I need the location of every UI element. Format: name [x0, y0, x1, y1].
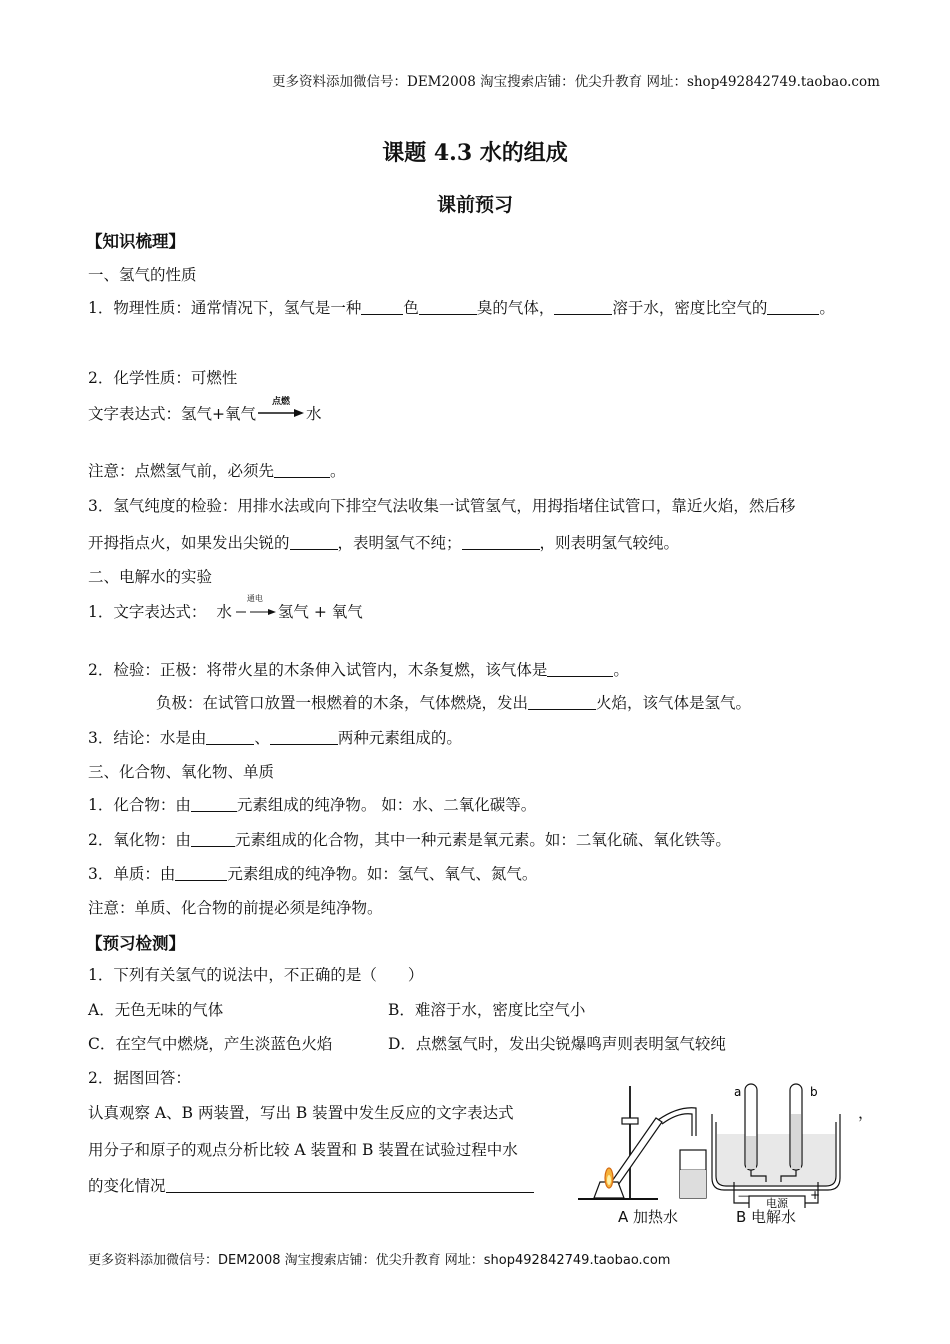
- electrolysis-arrow: 通电: [232, 602, 278, 618]
- purity-test-line2: 开拇指点火，如果发出尖锐的 ，表明氢气不纯； ，则表明氢气较纯。: [88, 534, 680, 552]
- blank: [528, 694, 596, 711]
- note-ignite: 注意：点燃氢气前，必须先 。: [88, 462, 346, 480]
- element-def: 3．单质：由 元素组成的纯净物。如：氢气、氧气、氮气。: [88, 865, 538, 883]
- blank: [554, 299, 612, 316]
- option-a: A．无色无味的气体: [88, 1001, 224, 1019]
- knowledge-heading: 【知识梳理】: [86, 232, 185, 251]
- blank: [361, 299, 403, 316]
- question-2-line2: 用分子和原子的观点分析比较 A 装置和 B 装置在试验过程中水: [88, 1141, 518, 1159]
- figure-label-a: A 加热水: [618, 1208, 679, 1226]
- check-positive: 2．检验：正极：将带火星的木条伸入试管内，木条复燃，该气体是 。: [88, 661, 629, 679]
- part3-title: 三、化合物、氧化物、单质: [88, 763, 275, 781]
- question-2-line1: 认真观察 A、B 两装置，写出 B 装置中发生反应的文字表达式: [88, 1104, 514, 1122]
- experiment-figure: [574, 1078, 864, 1208]
- preview-heading: 【预习检测】: [86, 934, 185, 953]
- blank: [419, 299, 477, 316]
- question-2: 2．据图回答：: [88, 1069, 191, 1087]
- figure-label-b: B 电解水: [736, 1208, 797, 1226]
- blank: [547, 661, 613, 678]
- physical-properties: 1．物理性质：通常情况下，氢气是一种 色 臭的气体， 溶于水，密度比空气的 。: [88, 299, 835, 317]
- electrolysis-expression: 1．文字表达式： 水 通电 氢气 + 氧气: [88, 594, 363, 621]
- blank: [290, 534, 338, 551]
- blank: [767, 299, 819, 316]
- page-header: 更多资料添加微信号：DEM2008 淘宝搜索店铺：优尖升教育 网址：shop492842749.taobao.com: [272, 74, 880, 90]
- blank: [191, 831, 235, 848]
- question-1: 1．下列有关氢气的说法中，不正确的是（ ）: [88, 966, 424, 984]
- blank: [175, 865, 227, 882]
- chemical-properties: 2．化学性质：可燃性: [88, 369, 238, 387]
- blank: [274, 462, 330, 479]
- minus-sign: —: [738, 1189, 749, 1202]
- tube-a-label: a: [734, 1085, 742, 1099]
- option-d: D．点燃氢气时，发出尖锐爆鸣声则表明氢气较纯: [388, 1035, 726, 1053]
- reaction-arrow: 点燃: [258, 404, 304, 420]
- page-footer: 更多资料添加微信号：DEM2008 淘宝搜索店铺：优尖升教育 网址：shop492842749.taobao.com: [88, 1253, 671, 1268]
- apparatus-a-heating: [578, 1086, 706, 1199]
- check-negative: 负极：在试管口放置一根燃着的木条，气体燃烧，发出 火焰，该气体是氢气。: [156, 694, 752, 712]
- option-c: C．在空气中燃烧，产生淡蓝色火焰: [88, 1035, 333, 1053]
- purity-test-line1: 3．氢气纯度的检验：用排水法或向下排空气法收集一试管氢气，用拇指堵住试管口，靠近火焰，然后移: [88, 497, 796, 515]
- blank: [462, 534, 540, 551]
- blank: [191, 796, 237, 813]
- blank: [206, 729, 254, 746]
- conclusion: 3．结论：水是由 、 两种元素组成的。: [88, 729, 462, 747]
- part1-title: 一、氢气的性质: [88, 266, 197, 284]
- plus-sign: +: [810, 1188, 821, 1202]
- option-b: B．难溶于水，密度比空气小: [388, 1001, 586, 1019]
- page-title: 课题 4.3 水的组成: [382, 140, 568, 166]
- hydrogen-combustion-expression: 文字表达式：氢气+氧气 点燃 水: [88, 397, 322, 423]
- question-2-comma: ，: [858, 1104, 874, 1122]
- question-2-line3: 的变化情况: [88, 1174, 534, 1196]
- power-label: 电源: [766, 1197, 788, 1208]
- oxide-def: 2．氧化物：由 元素组成的化合物，其中一种元素是氧元素。如：二氧化硫、氧化铁等。: [88, 831, 731, 849]
- page-subtitle: 课前预习: [436, 194, 513, 216]
- compound-def: 1．化合物：由 元素组成的纯净物。 如：水、二氧化碳等。: [88, 796, 537, 814]
- answer-blank: [166, 1177, 534, 1194]
- part2-title: 二、电解水的实验: [88, 568, 213, 586]
- blank: [270, 729, 338, 746]
- tube-b-label: b: [810, 1085, 818, 1099]
- note-pure: 注意：单质、化合物的前提必须是纯净物。: [88, 899, 383, 917]
- apparatus-b-electrolysis: [712, 1084, 840, 1208]
